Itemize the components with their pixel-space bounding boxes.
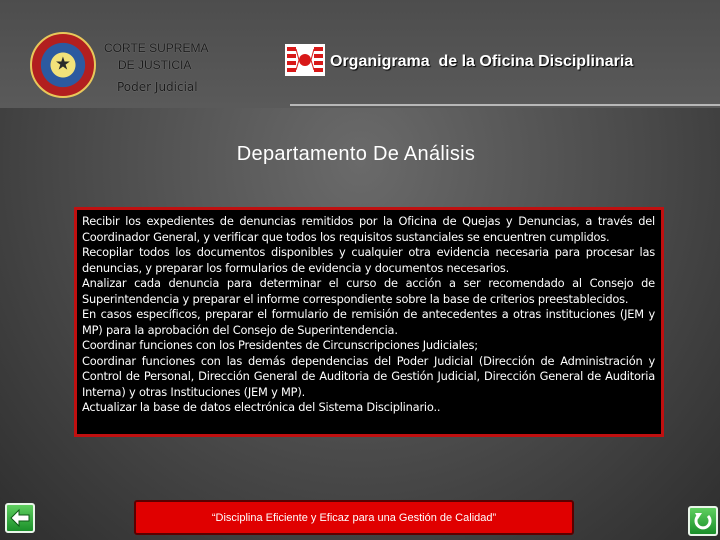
page-title: Organigrama de la Oficina Disciplinaria [330,53,634,70]
court-subtitle: Poder Judicial [117,80,198,94]
function-item: Actualizar la base de datos electrónica del Sistema Disciplinario.. [82,400,441,414]
back-button[interactable] [5,503,35,533]
function-item: Coordinar funciones con los Presidentes de Circunscripciones Judiciales; [82,338,478,352]
slogan-banner [134,500,574,535]
national-seal-icon [30,32,96,98]
function-item: Analizar cada denuncia para determinar el curso de acción a ser recomendado al Consejo de Superintendencia y preparar el informe correspondiente sobre la base de criterios preestablecidos. [82,276,655,306]
function-item: Recibir los expedientes de denuncias remitidos por la Oficina de Quejas y Denuncias, a través del Coordinador General, y verificar que todos los requisitos sustanciales se encuentren cumplidos. [82,214,655,244]
slogan-text: “Disciplina Eficiente y Eficaz para una Gestión de Calidad” [211,511,497,524]
back-arrow-icon [9,508,31,528]
return-button[interactable] [688,506,718,536]
function-item: Recopilar todos los documentos disponibles y cualquier otra evidencia necesaria para procesar las denuncias, y preparar los formularios de evidencia y documentos necesarios. [82,245,655,275]
functions-box [74,207,664,437]
department-title [0,143,720,166]
function-item: En casos específicos, preparar el formulario de remisión de antecedentes a otras instituciones (JEM y MP) para la aprobación del Consejo de Superintendencia. [82,307,655,337]
court-name-line2: DE JUSTICIA [118,58,192,72]
department-title-text: Departamento De Análisis [236,143,476,165]
function-item: Coordinar funciones con las demás dependencias del Poder Judicial (Dirección de Administración y Control de Personal, Dirección General de Auditoria de Gestión Judicial, Dirección General de Auditoria Interna) y otras Instituciones (JEM y MP). [82,353,655,399]
court-name-line1: CORTE SUPREMA [104,41,209,55]
org-chart-icon [285,44,325,76]
return-arrow-icon [692,510,714,532]
seal-star-icon: ★ [54,53,72,75]
header-divider [290,104,720,106]
